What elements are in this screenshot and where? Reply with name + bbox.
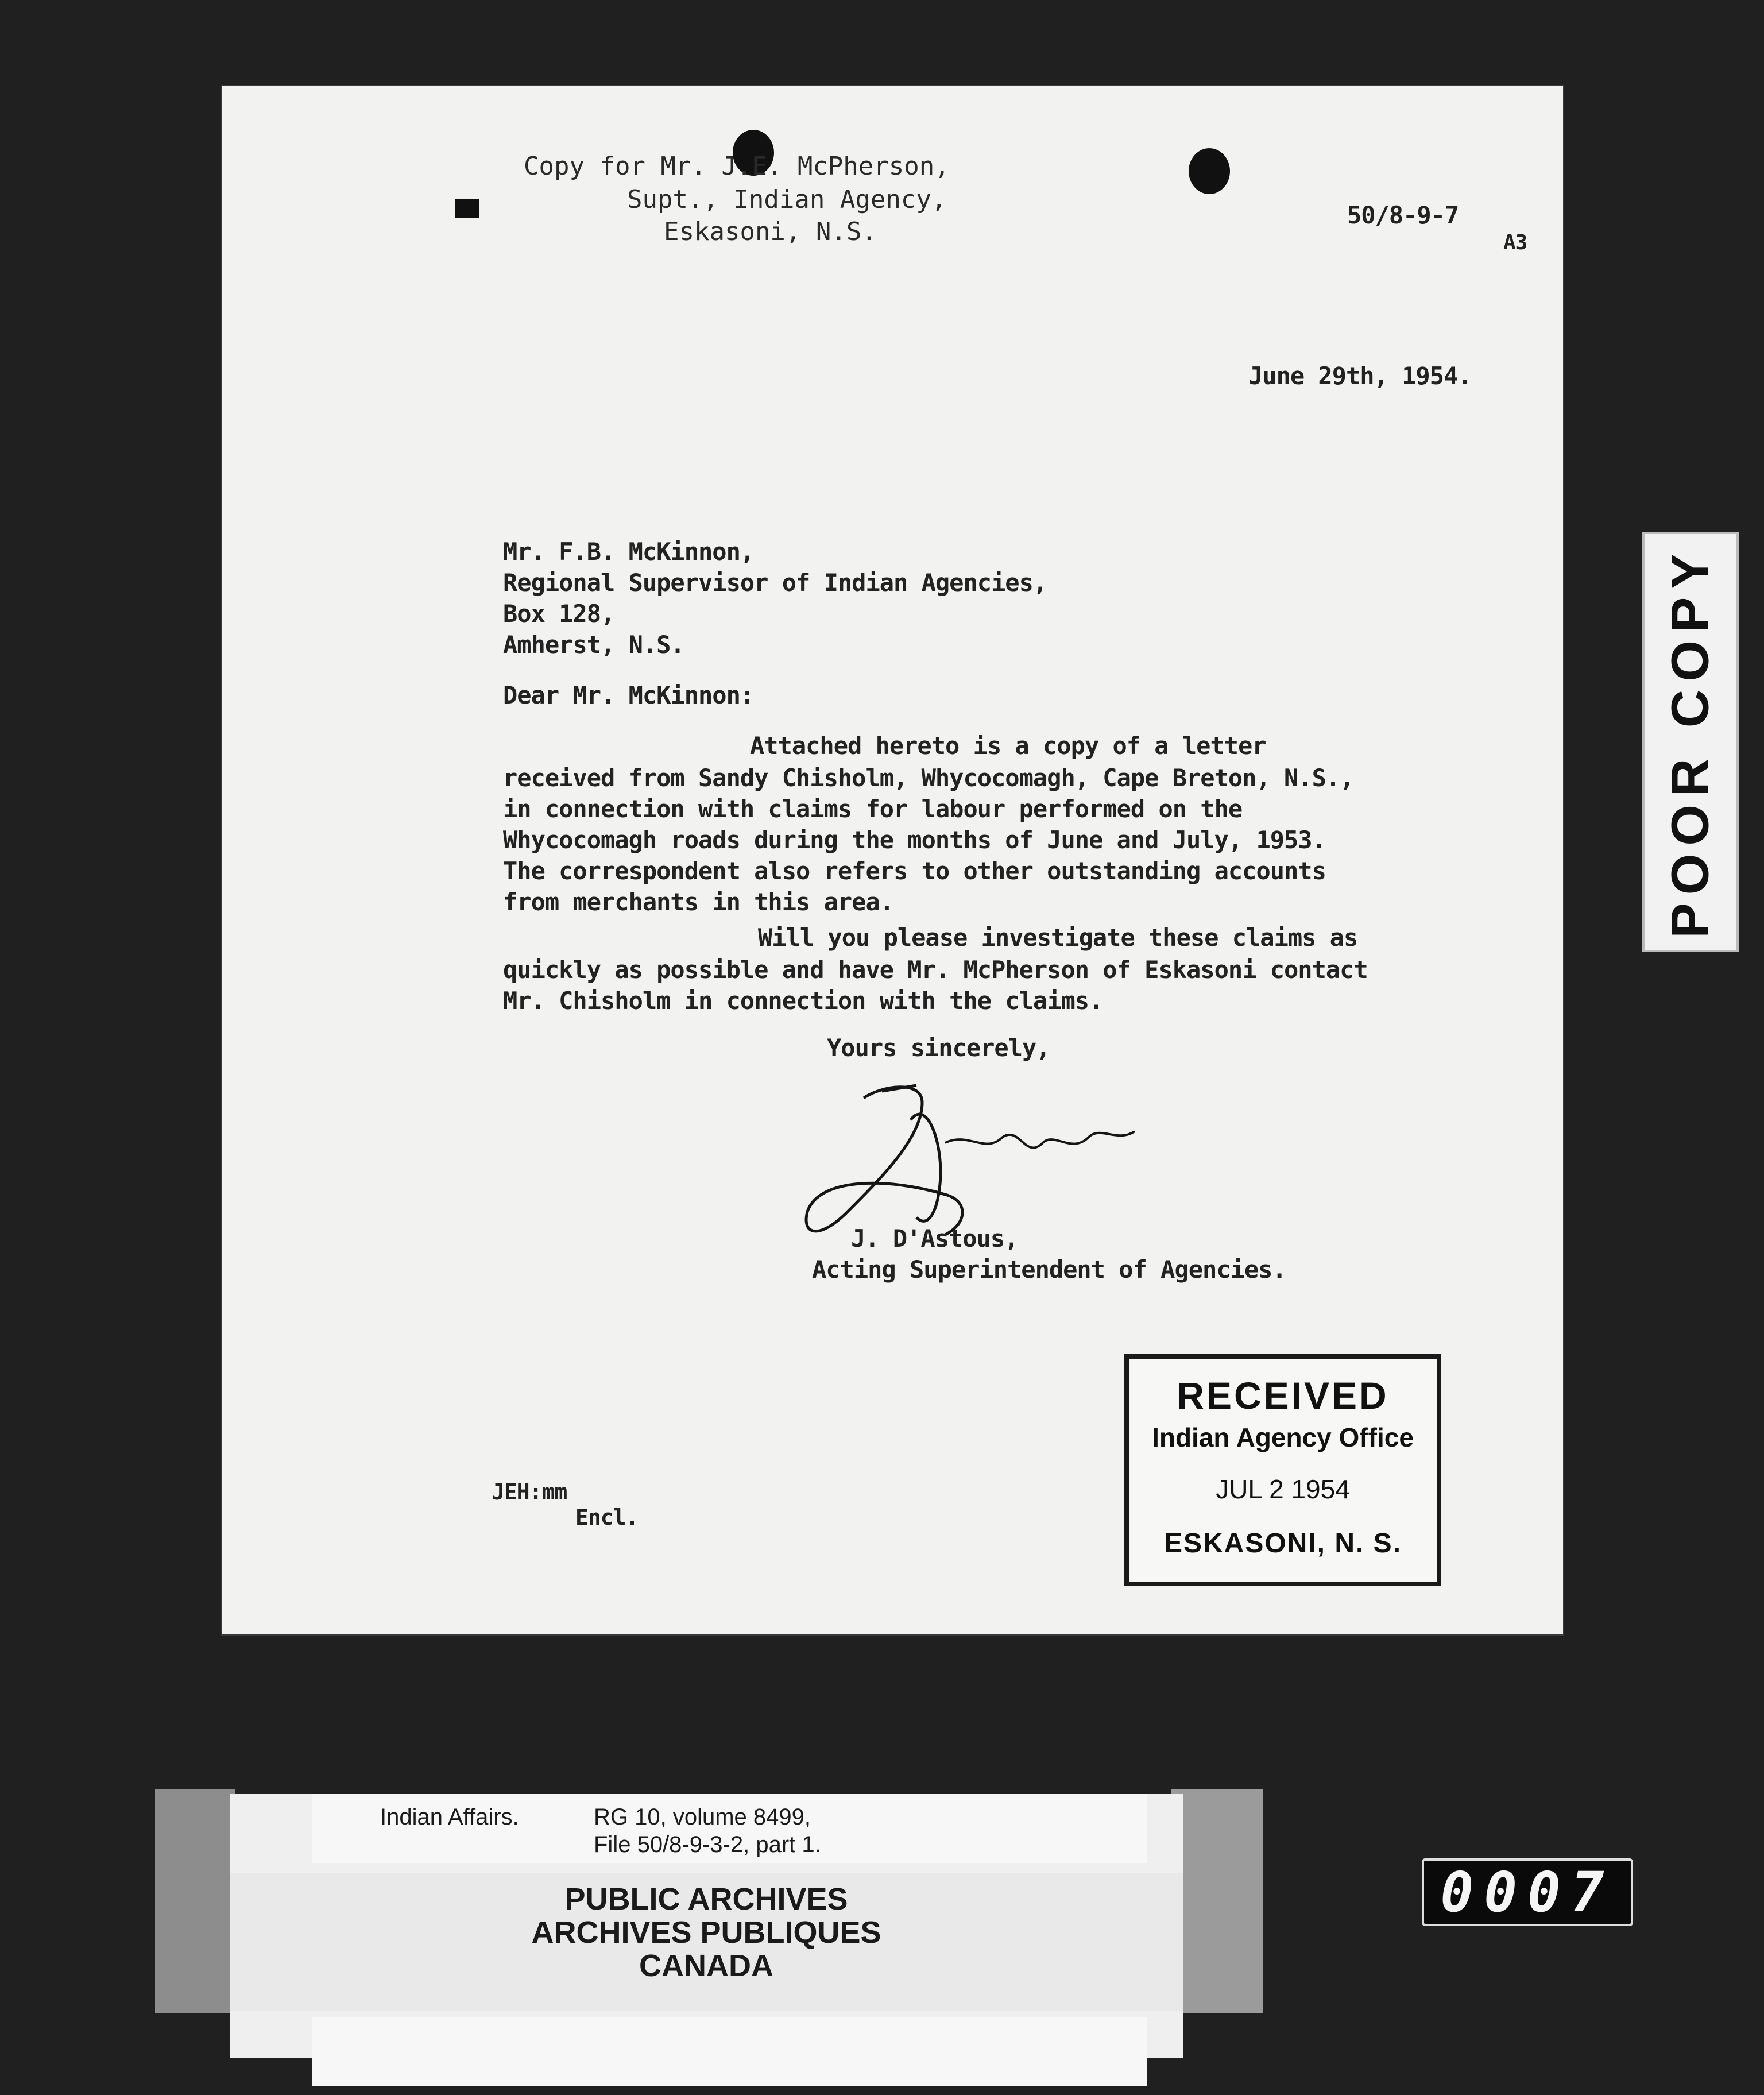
archive-reference-strip	[312, 1794, 1147, 1863]
signer-title: Acting Superintendent of Agencies.	[812, 1255, 1286, 1284]
archive-card	[230, 1794, 1183, 2058]
copy-line-2: Supt., Indian Agency,	[627, 185, 947, 214]
enclosure: Encl.	[575, 1505, 639, 1530]
letter-page	[222, 86, 1563, 1634]
closing: Yours sincerely,	[827, 1034, 1050, 1062]
address-line-4: Amherst, N.S.	[503, 631, 684, 659]
ink-mark	[455, 199, 479, 218]
para2-line-3: Mr. Chisholm in connection with the claims.	[503, 987, 1103, 1015]
archive-institution-block	[230, 1873, 1183, 2011]
para1-line-5: The correspondent also refers to other outstanding accounts	[503, 857, 1326, 885]
stamp-place: ESKASONI, N. S.	[1163, 1528, 1402, 1559]
para2-line-2: quickly as possible and have Mr. McPherson of Eskasoni contact	[503, 956, 1368, 984]
address-line-1: Mr. F.B. McKinnon,	[503, 538, 755, 566]
archive-inst-line-1: PUBLIC ARCHIVES	[564, 1882, 848, 1916]
letter-date: June 29th, 1954.	[1248, 362, 1472, 390]
archive-ref-line-2: File 50/8-9-3-2, part 1.	[594, 1832, 821, 1857]
archive-inst-line-2: ARCHIVES PUBLIQUES	[531, 1915, 881, 1950]
archive-inst-line-3: CANADA	[639, 1949, 773, 1983]
card-edge-left	[155, 1789, 235, 2013]
poor-copy-label	[1642, 532, 1739, 952]
para1-line-2: received from Sandy Chisholm, Whycocomagh, Cape Breton, N.S.,	[503, 764, 1354, 792]
copy-line-1: Copy for Mr. J.E. McPherson,	[524, 152, 950, 181]
address-line-2: Regional Supervisor of Indian Agencies,	[503, 569, 1047, 597]
card-edge-right	[1171, 1789, 1263, 2013]
stamp-date: JUL 2 1954	[1216, 1474, 1350, 1504]
signer-name: J. D'Astous,	[851, 1224, 1019, 1253]
para1-line-6: from merchants in this area.	[503, 888, 894, 916]
frame-number-box	[1422, 1858, 1633, 1926]
para1-line-1: Attached hereto is a copy of a letter	[750, 732, 1266, 760]
para1-line-3: in connection with claims for labour performed on the	[503, 795, 1243, 823]
file-suffix: A3	[1503, 231, 1527, 254]
punch-hole	[1189, 148, 1230, 194]
received-stamp	[1124, 1354, 1441, 1586]
para2-line-1: Will you please investigate these claims as	[758, 923, 1358, 952]
poor-copy-text: POOR COPY	[1661, 546, 1720, 938]
copy-line-3: Eskasoni, N.S.	[664, 217, 877, 246]
initials: JEH:mm	[492, 1479, 567, 1505]
para1-line-4: Whycocomagh roads during the months of June and July, 1953.	[503, 826, 1326, 854]
file-number: 50/8-9-7	[1347, 201, 1459, 229]
frame-number: 0007	[1440, 1860, 1615, 1924]
address-line-3: Box 128,	[503, 600, 615, 628]
archive-dept: Indian Affairs.	[380, 1804, 519, 1830]
archive-card-bottom	[312, 2017, 1147, 2086]
stamp-office: Indian Agency Office	[1152, 1423, 1414, 1452]
salutation: Dear Mr. McKinnon:	[503, 681, 755, 709]
stamp-received: RECEIVED	[1177, 1374, 1389, 1417]
archive-ref-line-1: RG 10, volume 8499,	[594, 1804, 811, 1830]
